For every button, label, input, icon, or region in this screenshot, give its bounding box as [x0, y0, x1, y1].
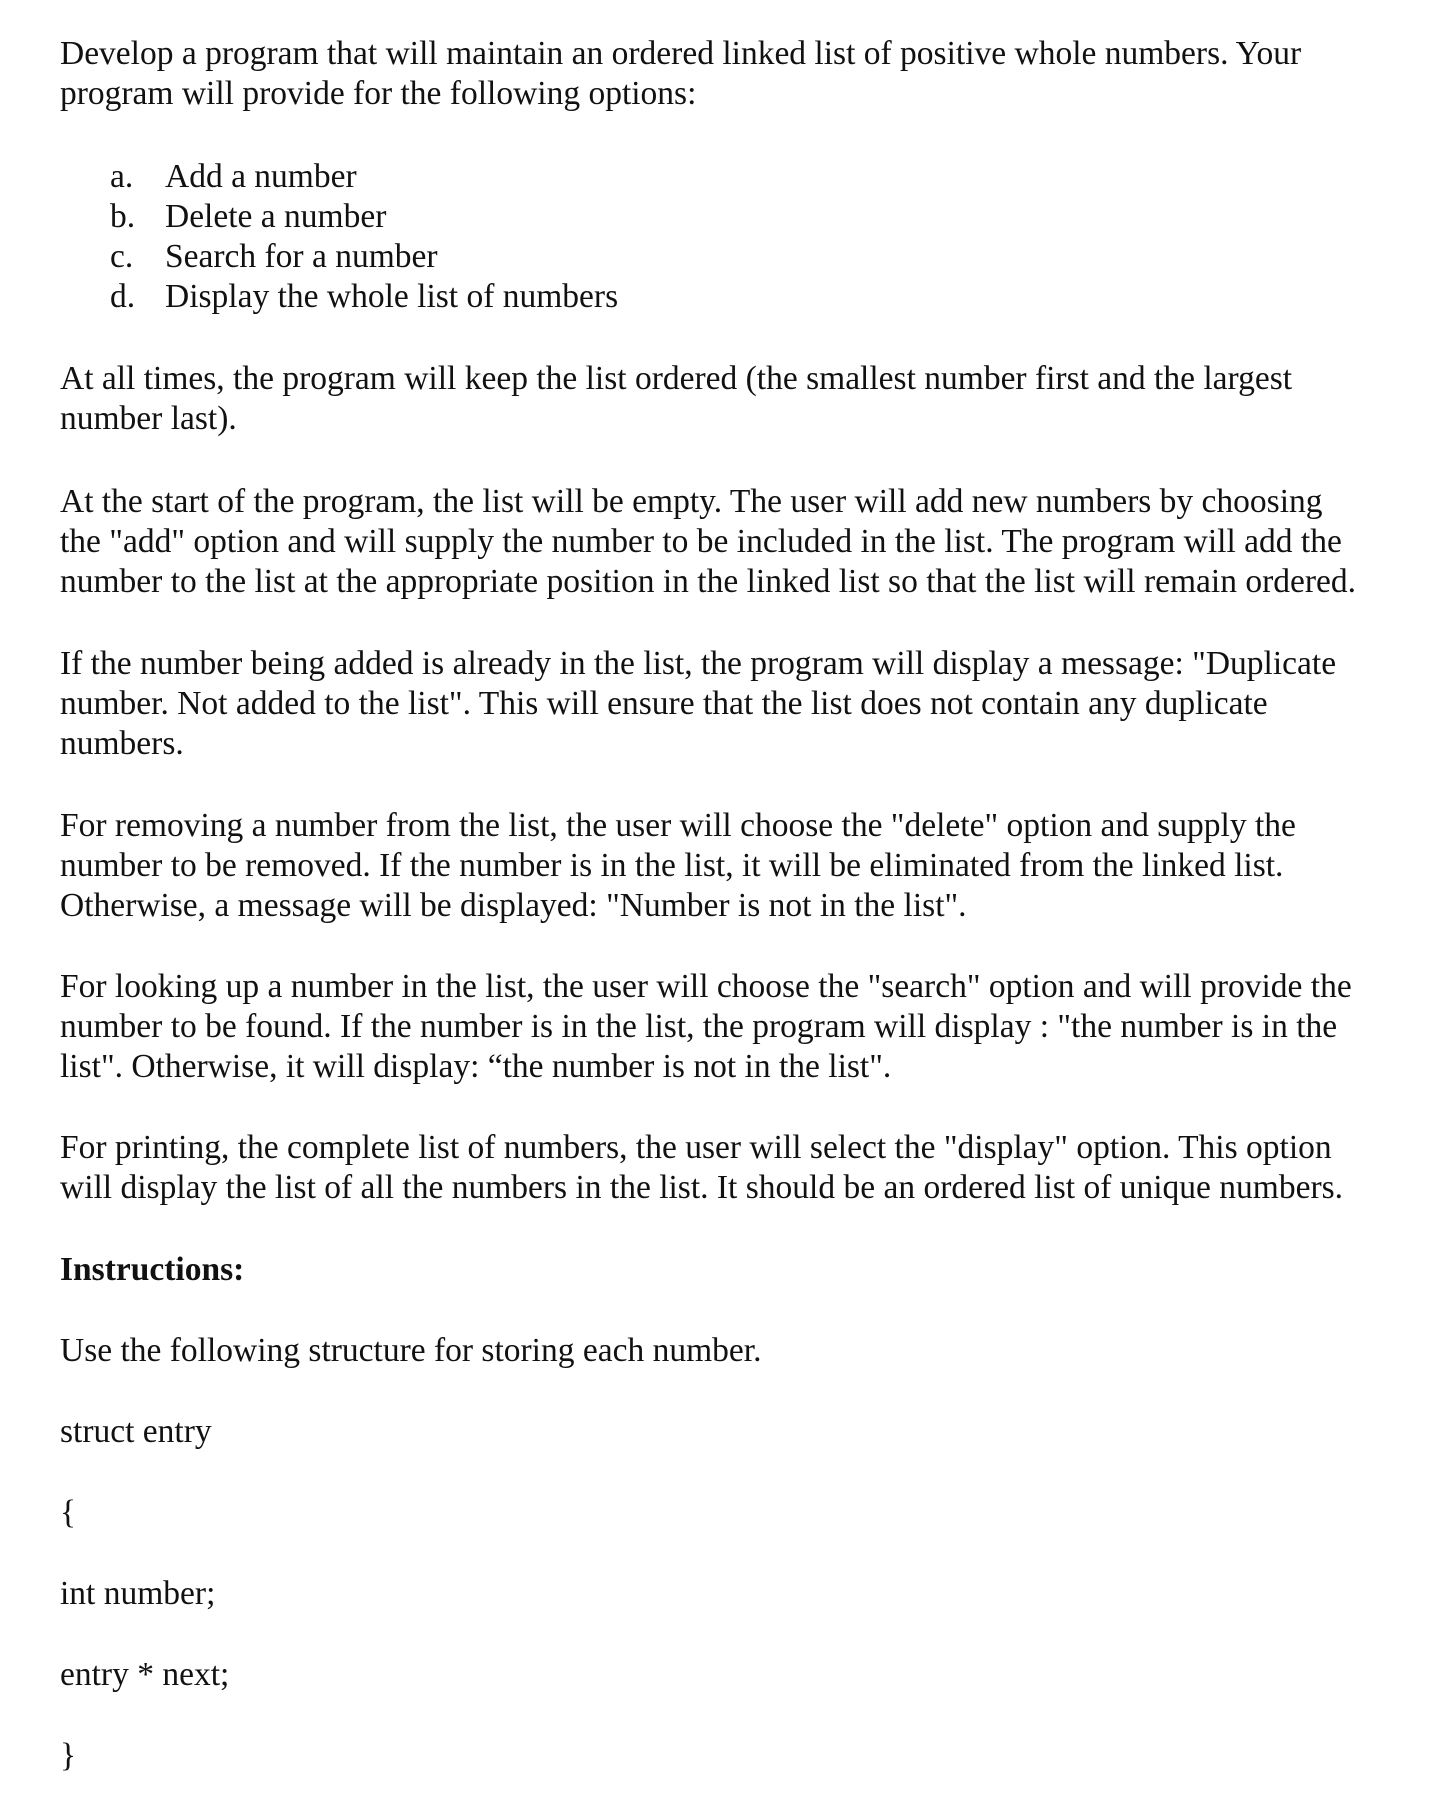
option-letter: a.	[110, 158, 134, 195]
list-item	[110, 237, 1010, 277]
option-label: Search for a number	[165, 238, 438, 275]
option-letter: d.	[110, 278, 136, 315]
code-open-brace: {	[60, 1494, 77, 1531]
instructions-text: Use the following structure for storing each number.	[60, 1332, 762, 1369]
duplicate-paragraph: If the number being added is already in the list, the program will display a message: "Duplicate number. Not added to the list". This will ensure that the list does not contain any duplicate numbers.	[60, 645, 1337, 762]
option-label: Add a number	[165, 158, 357, 195]
list-item	[110, 197, 1010, 237]
list-item	[110, 157, 1010, 197]
option-label: Delete a number	[165, 198, 387, 235]
code-struct-line: struct entry	[60, 1413, 212, 1450]
ordering-paragraph: At all times, the program will keep the list ordered (the smallest number first and the largest number last).	[60, 360, 1293, 437]
instructions-heading: Instructions:	[60, 1251, 245, 1288]
code-field-next: entry * next;	[60, 1656, 230, 1693]
option-letter: c.	[110, 238, 134, 275]
add-paragraph: At the start of the program, the list will be empty. The user will add new numbers by choosing the "add" option and will supply the number to be included in the list. The program will add the number to the list at the appropriate position in the linked list so that the list will remain ordered.	[60, 483, 1356, 600]
options-list	[110, 157, 1010, 317]
code-close-brace: }	[60, 1737, 77, 1774]
option-label: Display the whole list of numbers	[165, 278, 619, 315]
intro-paragraph: Develop a program that will maintain an ordered linked list of positive whole numbers. Your program will provide for the following options:	[60, 35, 1302, 112]
code-field-number: int number;	[60, 1575, 216, 1612]
search-paragraph: For looking up a number in the list, the user will choose the "search" option and will provide the number to be found. If the number is in the list, the program will display : "the number is in the list". Otherwise, it will display: “the number is not in the list".	[60, 968, 1352, 1085]
list-item	[110, 277, 1010, 317]
option-letter: b.	[110, 198, 136, 235]
delete-paragraph: For removing a number from the list, the user will choose the "delete" option and supply the number to be removed. If the number is in the list, it will be eliminated from the linked list. Otherwise, a message will be displayed: "Number is not in the list".	[60, 807, 1296, 924]
display-paragraph: For printing, the complete list of numbers, the user will select the "display" option. This option will display the list of all the numbers in the list. It should be an ordered list of unique numbers.	[60, 1129, 1344, 1206]
